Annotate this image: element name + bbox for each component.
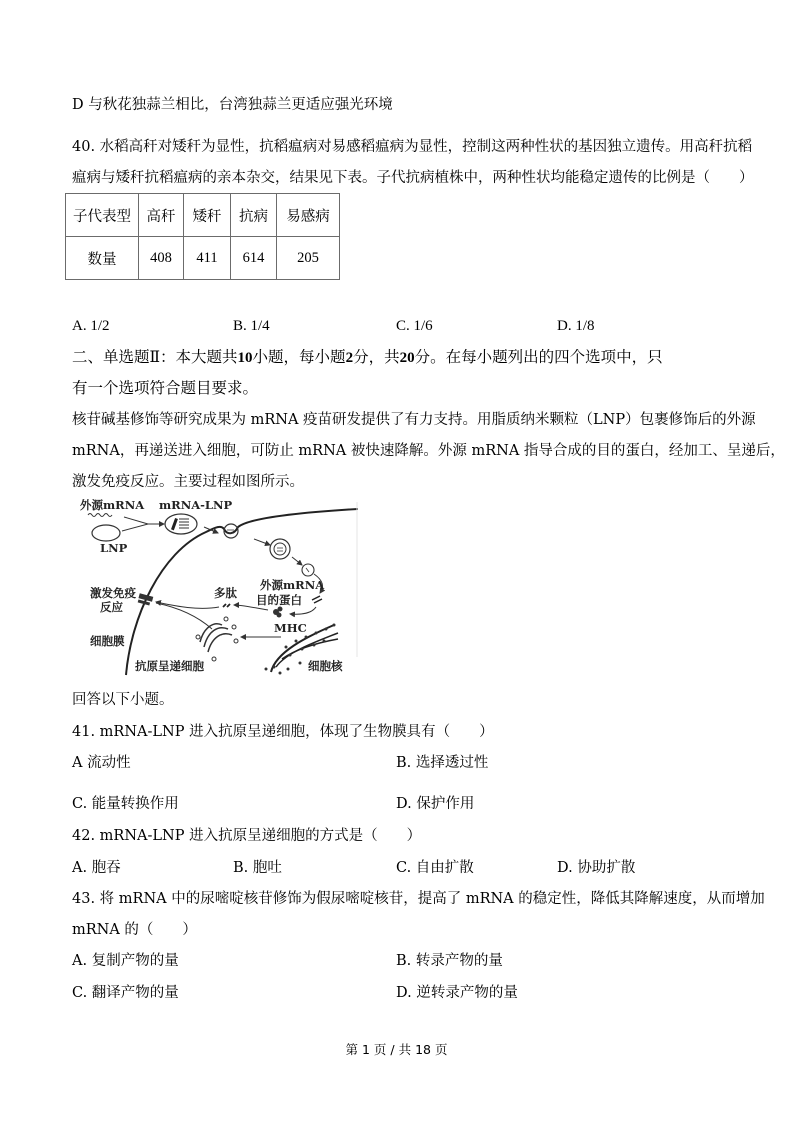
points-each: 2 — [345, 350, 354, 366]
question-count: 10 — [237, 350, 253, 366]
answer-prompt: 回答以下小题。 — [72, 692, 174, 708]
table-row — [66, 237, 340, 280]
table-cell: 411 — [184, 237, 231, 280]
passage-line2: mRNA，再递送进入细胞，可防止 mRNA 被快速降解。外源 mRNA 指导合成的目的蛋白，经加工、呈递后， — [72, 443, 785, 459]
passage-line3: 激发免疫反应。主要过程如图所示。 — [72, 474, 304, 490]
q43-option-b[interactable]: B. 转录产物的量 — [396, 953, 503, 969]
table-header-cell: 抗病 — [231, 194, 277, 237]
section-2-heading-line2: 有一个选项符合题目要求。 — [72, 379, 259, 397]
q40-stem-line2: 瘟病与矮秆抗稻瘟病的亲本杂交，结果见下表。子代抗病植株中，两种性状均能稳定遗传的比例是（ ） — [72, 170, 754, 186]
q43-stem-line1: 43. 将 mRNA 中的尿嘧啶核苷修饰为假尿嘧啶核苷，提高了 mRNA 的稳定性，降低其降解速度，从而增加 — [72, 891, 765, 907]
q42-stem: 42. mRNA-LNP 进入抗原呈递细胞的方式是（ ） — [72, 828, 422, 844]
label-antigen-presenting-cell: 抗原呈递细胞 — [135, 659, 204, 673]
table-header-cell: 子代表型 — [66, 194, 139, 237]
section-2-text: 分。在每小题列出的四个选项中，只 — [414, 348, 663, 366]
mrna-vaccine-process-diagram — [76, 497, 358, 677]
label-mrna-lnp: mRNA-LNP — [159, 498, 233, 512]
label-mhc: MHC — [274, 621, 307, 635]
q43-option-c[interactable]: C. 翻译产物的量 — [72, 985, 179, 1001]
label-target-protein-1: 外源mRNA — [260, 578, 325, 592]
table-header-cell: 易感病 — [277, 194, 340, 237]
label-lnp: LNP — [100, 541, 128, 555]
label-cell-membrane: 细胞膜 — [90, 634, 125, 648]
q40-option-b[interactable]: B. 1/4 — [233, 318, 270, 334]
q43-option-d[interactable]: D. 逆转录产物的量 — [396, 985, 518, 1001]
label-immune-response-1: 激发免疫 — [90, 586, 136, 600]
table-header-cell: 高秆 — [139, 194, 184, 237]
label-target-protein-2: 目的蛋白 — [256, 593, 302, 607]
section-2-heading — [72, 347, 663, 368]
label-polypeptide: 多肽 — [214, 586, 237, 600]
q40-option-a[interactable]: A. 1/2 — [72, 318, 110, 334]
q41-option-d[interactable]: D. 保护作用 — [396, 796, 475, 812]
q42-option-b[interactable]: B. 胞吐 — [233, 860, 282, 876]
passage-line1: 核苷碱基修饰等研究成果为 mRNA 疫苗研发提供了有力支持。用脂质纳米颗粒（LNP）包裹修饰后的外源 — [72, 412, 756, 428]
label-immune-response-2: 反应 — [100, 600, 123, 614]
label-exogenous-mrna: 外源mRNA — [80, 498, 145, 512]
q43-stem-line2: mRNA 的（ ） — [72, 922, 197, 938]
phenotype-table — [65, 193, 340, 280]
section-2-text: 二、单选题Ⅱ：本大题共 — [72, 348, 238, 366]
q42-option-a[interactable]: A. 胞吞 — [72, 860, 121, 876]
table-header-cell: 矮秆 — [184, 194, 231, 237]
q42-option-d[interactable]: D. 协助扩散 — [557, 860, 636, 876]
label-nucleus: 细胞核 — [308, 659, 343, 673]
q41-stem: 41. mRNA-LNP 进入抗原呈递细胞，体现了生物膜具有（ ） — [72, 724, 494, 740]
q41-option-b[interactable]: B. 选择透过性 — [396, 755, 489, 771]
q41-option-a[interactable]: A 流动性 — [72, 755, 131, 771]
q40-stem-line1: 40. 水稻高秆对矮秆为显性，抗稻瘟病对易感稻瘟病为显性，控制这两种性状的基因独立遗传。用高秆抗稻 — [72, 139, 753, 155]
q43-option-a[interactable]: A. 复制产物的量 — [72, 953, 179, 969]
points-total: 20 — [399, 350, 415, 366]
q42-option-c[interactable]: C. 自由扩散 — [396, 860, 474, 876]
table-row-label: 数量 — [66, 237, 139, 280]
table-cell: 205 — [277, 237, 340, 280]
table-cell: 614 — [231, 237, 277, 280]
section-2-text: 分，共 — [353, 348, 400, 366]
q40-option-d[interactable]: D. 1/8 — [557, 318, 595, 334]
table-header-row — [66, 194, 340, 237]
section-2-text: 小题，每小题 — [252, 348, 346, 366]
q39-option-d: D 与秋花独蒜兰相比，台湾独蒜兰更适应强光环境 — [72, 97, 393, 113]
table-cell: 408 — [139, 237, 184, 280]
q41-option-c[interactable]: C. 能量转换作用 — [72, 796, 179, 812]
q40-option-c[interactable]: C. 1/6 — [396, 318, 433, 334]
page-indicator: 第 1 页 / 共 18 页 — [345, 1042, 448, 1057]
